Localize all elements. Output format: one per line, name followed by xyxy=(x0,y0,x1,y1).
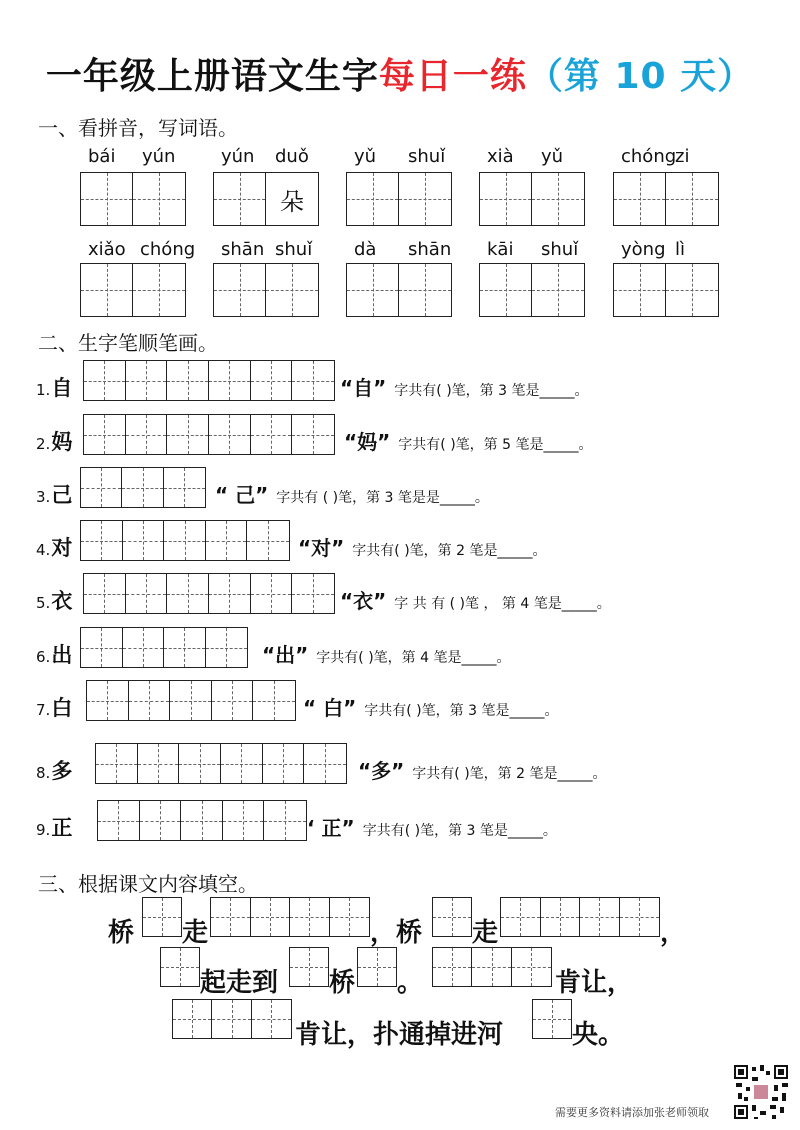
passage-text: 桥 xyxy=(108,918,135,948)
fill-blank-grid[interactable] xyxy=(210,897,370,937)
grid-cell[interactable] xyxy=(167,361,209,400)
passage-text: 肯让，扑通掉进河 xyxy=(295,1020,504,1050)
passage-text: ， xyxy=(660,918,687,948)
grid-cell[interactable] xyxy=(98,801,140,840)
grid-cell[interactable] xyxy=(161,948,199,986)
stroke-order-grid[interactable] xyxy=(95,743,347,784)
stroke-order-grid[interactable] xyxy=(80,520,290,561)
section1-heading: 一、看拼音，写词语。 xyxy=(38,116,238,140)
question-text: 字共有( )笔，第 2 笔是_____。 xyxy=(352,543,547,559)
quoted-character: “衣” xyxy=(340,589,387,613)
stroke-question xyxy=(298,532,546,561)
grid-cell[interactable] xyxy=(433,898,471,936)
grid-cell[interactable] xyxy=(433,948,472,986)
pinyin-label: yòng xyxy=(621,239,666,260)
fill-blank-grid[interactable] xyxy=(357,947,397,987)
grid-cell[interactable] xyxy=(252,1000,291,1038)
grid-cell[interactable] xyxy=(512,948,551,986)
grid-cell[interactable] xyxy=(123,628,165,667)
grid-cell[interactable] xyxy=(81,173,133,225)
grid-cell[interactable] xyxy=(263,744,305,783)
grid-cell[interactable] xyxy=(126,361,168,400)
stroke-question xyxy=(340,585,611,614)
page-title xyxy=(0,48,800,99)
item-number xyxy=(36,812,72,842)
item-index: 1. xyxy=(36,381,51,399)
pinyin-label: zi xyxy=(675,146,690,167)
grid-cell[interactable] xyxy=(541,898,581,936)
quoted-character: “出” xyxy=(262,643,309,667)
pinyin-label: shuǐ xyxy=(541,239,579,260)
word-writing-grid[interactable] xyxy=(80,263,186,317)
grid-cell[interactable] xyxy=(247,521,289,560)
grid-cell[interactable] xyxy=(358,948,396,986)
pinyin-label: kāi xyxy=(487,239,514,260)
item-number xyxy=(36,532,72,562)
grid-cell[interactable] xyxy=(399,264,451,316)
grid-cell[interactable] xyxy=(81,628,123,667)
item-character: 多 xyxy=(51,759,73,783)
item-character: 妈 xyxy=(51,430,73,454)
stroke-order-grid[interactable] xyxy=(86,680,296,721)
question-text: 字共有( )笔，第 3 笔是_____。 xyxy=(394,383,589,399)
grid-cell[interactable] xyxy=(164,628,206,667)
word-writing-grid[interactable] xyxy=(613,263,719,317)
stroke-order-grid[interactable] xyxy=(97,800,307,841)
grid-cell[interactable] xyxy=(126,415,168,454)
grid-cell[interactable] xyxy=(347,173,399,225)
fill-blank-grid[interactable] xyxy=(532,999,572,1039)
pinyin-label: yǔ xyxy=(354,146,377,167)
qr-code-icon xyxy=(732,1063,790,1121)
grid-cell[interactable] xyxy=(580,898,620,936)
grid-cell[interactable] xyxy=(211,898,251,936)
stroke-question xyxy=(307,812,557,841)
item-character: 正 xyxy=(51,816,73,840)
pinyin-label: chóng xyxy=(140,239,196,260)
item-character: 衣 xyxy=(51,589,73,613)
grid-cell[interactable] xyxy=(206,628,247,667)
grid-cell[interactable] xyxy=(223,801,265,840)
word-writing-grid[interactable] xyxy=(213,263,319,317)
stroke-question xyxy=(215,479,489,508)
grid-cell[interactable] xyxy=(122,468,163,507)
grid-cell[interactable] xyxy=(292,361,334,400)
grid-cell[interactable] xyxy=(84,361,126,400)
given-character: 朵 xyxy=(266,173,318,225)
pinyin-label: yún xyxy=(221,146,255,167)
grid-cell[interactable] xyxy=(266,173,318,225)
grid-cell[interactable] xyxy=(480,264,532,316)
grid-cell[interactable] xyxy=(129,681,171,720)
grid-cell[interactable] xyxy=(133,173,185,225)
word-writing-grid[interactable] xyxy=(613,172,719,226)
grid-cell[interactable] xyxy=(143,898,181,936)
word-writing-grid[interactable] xyxy=(80,172,186,226)
fill-blank-grid[interactable] xyxy=(172,999,292,1039)
grid-cell[interactable] xyxy=(214,264,266,316)
grid-cell[interactable] xyxy=(330,898,369,936)
question-text: 字共有( )笔，第 3 笔是_____。 xyxy=(364,703,559,719)
title-part2: 每日一练 xyxy=(378,56,527,97)
section2-heading: 二、生字笔顺笔画。 xyxy=(38,331,218,355)
stroke-question xyxy=(340,372,588,401)
grid-cell[interactable] xyxy=(253,681,295,720)
fill-blank-grid[interactable] xyxy=(289,947,329,987)
pinyin-label: shuǐ xyxy=(408,146,446,167)
passage-text: 。 xyxy=(397,968,424,998)
stroke-question xyxy=(358,755,606,784)
passage-text: 央。 xyxy=(572,1020,625,1050)
item-number xyxy=(36,692,72,722)
pinyin-label: yǔ xyxy=(541,146,564,167)
grid-cell[interactable] xyxy=(140,801,182,840)
item-character: 自 xyxy=(51,376,73,400)
question-text: 字共有( )笔，第 4 笔是_____。 xyxy=(316,650,511,666)
grid-cell[interactable] xyxy=(164,521,206,560)
section3-heading: 三、根据课文内容填空。 xyxy=(38,872,258,896)
question-text: 字共有( )笔，第 5 笔是_____。 xyxy=(398,437,593,453)
footer-text: 需要更多资料请添加张老师领取 xyxy=(555,1106,709,1119)
item-index: 6. xyxy=(36,648,51,666)
grid-cell[interactable] xyxy=(533,1000,571,1038)
grid-cell[interactable] xyxy=(221,744,263,783)
grid-cell[interactable] xyxy=(209,415,251,454)
grid-cell[interactable] xyxy=(290,898,330,936)
stroke-question xyxy=(344,426,592,455)
passage-text: 起走到 xyxy=(200,968,279,998)
question-text: 字共有( )笔，第 2 笔是_____。 xyxy=(412,766,607,782)
item-character: 白 xyxy=(51,696,73,720)
grid-cell[interactable] xyxy=(620,898,659,936)
item-character: 对 xyxy=(51,536,73,560)
question-text: 字共有 ( )笔，第 3 笔是是_____。 xyxy=(276,490,489,506)
stroke-order-grid[interactable] xyxy=(83,414,335,455)
word-writing-grid[interactable] xyxy=(213,172,319,226)
fill-blank-grid[interactable] xyxy=(432,897,472,937)
grid-cell[interactable] xyxy=(84,415,126,454)
item-character: 己 xyxy=(51,483,73,507)
stroke-order-grid[interactable] xyxy=(83,360,335,401)
word-writing-grid[interactable] xyxy=(479,263,585,317)
fill-blank-grid[interactable] xyxy=(432,947,552,987)
item-number xyxy=(36,585,72,615)
grid-cell[interactable] xyxy=(209,574,251,613)
item-index: 8. xyxy=(36,764,51,782)
pinyin-label: duǒ xyxy=(275,146,309,167)
grid-cell[interactable] xyxy=(84,574,126,613)
grid-cell[interactable] xyxy=(173,1000,212,1038)
pinyin-label: bái xyxy=(88,146,116,167)
grid-cell[interactable] xyxy=(251,574,293,613)
quoted-character: “自” xyxy=(340,376,387,400)
grid-cell[interactable] xyxy=(251,361,293,400)
pinyin-label: yún xyxy=(142,146,176,167)
question-text: 字共有( )笔，第 3 笔是_____。 xyxy=(362,823,557,839)
item-character: 出 xyxy=(51,643,73,667)
quoted-character: ‘ 正” xyxy=(307,816,355,840)
item-index: 9. xyxy=(36,821,51,839)
question-text: 字 共 有 ( )笔 ， 第 4 笔是_____。 xyxy=(394,596,611,612)
title-part1: 一年级上册语文生字 xyxy=(45,56,379,97)
grid-cell[interactable] xyxy=(501,898,541,936)
title-part3: （第 10 天） xyxy=(526,56,755,97)
grid-cell[interactable] xyxy=(96,744,138,783)
quoted-character: “ 己” xyxy=(215,483,269,507)
item-index: 7. xyxy=(36,701,51,719)
grid-cell[interactable] xyxy=(614,264,666,316)
fill-blank-grid[interactable] xyxy=(160,947,200,987)
item-number xyxy=(36,426,72,456)
grid-cell[interactable] xyxy=(292,415,334,454)
grid-cell[interactable] xyxy=(614,173,666,225)
grid-cell[interactable] xyxy=(472,948,511,986)
quoted-character: “妈” xyxy=(344,430,391,454)
pinyin-label: xiǎo xyxy=(88,239,126,260)
word-writing-grid[interactable] xyxy=(346,263,452,317)
passage-text: 桥 xyxy=(329,968,356,998)
grid-cell[interactable] xyxy=(164,468,205,507)
pinyin-label: shuǐ xyxy=(275,239,313,260)
grid-cell[interactable] xyxy=(480,173,532,225)
grid-cell[interactable] xyxy=(214,173,266,225)
grid-cell[interactable] xyxy=(123,521,165,560)
passage-text: 走 xyxy=(182,918,209,948)
grid-cell[interactable] xyxy=(264,801,306,840)
quoted-character: “对” xyxy=(298,536,345,560)
item-number xyxy=(36,639,72,669)
grid-cell[interactable] xyxy=(209,361,251,400)
pinyin-label: xià xyxy=(487,146,514,167)
stroke-question xyxy=(262,639,510,668)
fill-blank-grid[interactable] xyxy=(500,897,660,937)
passage-text: 肯让， xyxy=(555,968,634,998)
fill-blank-grid[interactable] xyxy=(142,897,182,937)
grid-cell[interactable] xyxy=(126,574,168,613)
grid-cell[interactable] xyxy=(133,264,185,316)
grid-cell[interactable] xyxy=(81,521,123,560)
grid-cell[interactable] xyxy=(167,415,209,454)
stroke-order-grid[interactable] xyxy=(80,467,206,508)
grid-cell[interactable] xyxy=(347,264,399,316)
grid-cell[interactable] xyxy=(290,948,328,986)
pinyin-label: shān xyxy=(408,239,452,260)
word-writing-grid[interactable] xyxy=(346,172,452,226)
item-index: 3. xyxy=(36,488,51,506)
item-number xyxy=(36,372,72,402)
item-number xyxy=(36,755,72,785)
grid-cell[interactable] xyxy=(666,173,718,225)
grid-cell[interactable] xyxy=(212,681,254,720)
grid-cell[interactable] xyxy=(212,1000,251,1038)
quoted-character: “ 白” xyxy=(303,696,357,720)
item-index: 5. xyxy=(36,594,51,612)
passage-text: 走 xyxy=(472,918,499,948)
grid-cell[interactable] xyxy=(138,744,180,783)
grid-cell[interactable] xyxy=(206,521,248,560)
grid-cell[interactable] xyxy=(292,574,334,613)
grid-cell[interactable] xyxy=(87,681,129,720)
pinyin-label: dà xyxy=(354,239,377,260)
quoted-character: “多” xyxy=(358,759,405,783)
item-number xyxy=(36,479,72,509)
pinyin-label: shān xyxy=(221,239,265,260)
stroke-question xyxy=(303,692,558,721)
stroke-order-grid[interactable] xyxy=(80,627,248,668)
grid-cell[interactable] xyxy=(167,574,209,613)
grid-cell[interactable] xyxy=(304,744,346,783)
item-index: 4. xyxy=(36,541,51,559)
grid-cell[interactable] xyxy=(251,415,293,454)
grid-cell[interactable] xyxy=(81,468,122,507)
grid-cell[interactable] xyxy=(179,744,221,783)
pinyin-label: lì xyxy=(675,239,686,260)
grid-cell[interactable] xyxy=(81,264,133,316)
item-index: 2. xyxy=(36,435,51,453)
grid-cell[interactable] xyxy=(666,264,718,316)
grid-cell[interactable] xyxy=(532,264,584,316)
grid-cell[interactable] xyxy=(399,173,451,225)
passage-text: ，桥 xyxy=(370,918,423,948)
grid-cell[interactable] xyxy=(251,898,291,936)
grid-cell[interactable] xyxy=(266,264,318,316)
stroke-order-grid[interactable] xyxy=(83,573,335,614)
grid-cell[interactable] xyxy=(170,681,212,720)
grid-cell[interactable] xyxy=(532,173,584,225)
word-writing-grid[interactable] xyxy=(479,172,585,226)
grid-cell[interactable] xyxy=(181,801,223,840)
pinyin-label: chóng xyxy=(621,146,677,167)
